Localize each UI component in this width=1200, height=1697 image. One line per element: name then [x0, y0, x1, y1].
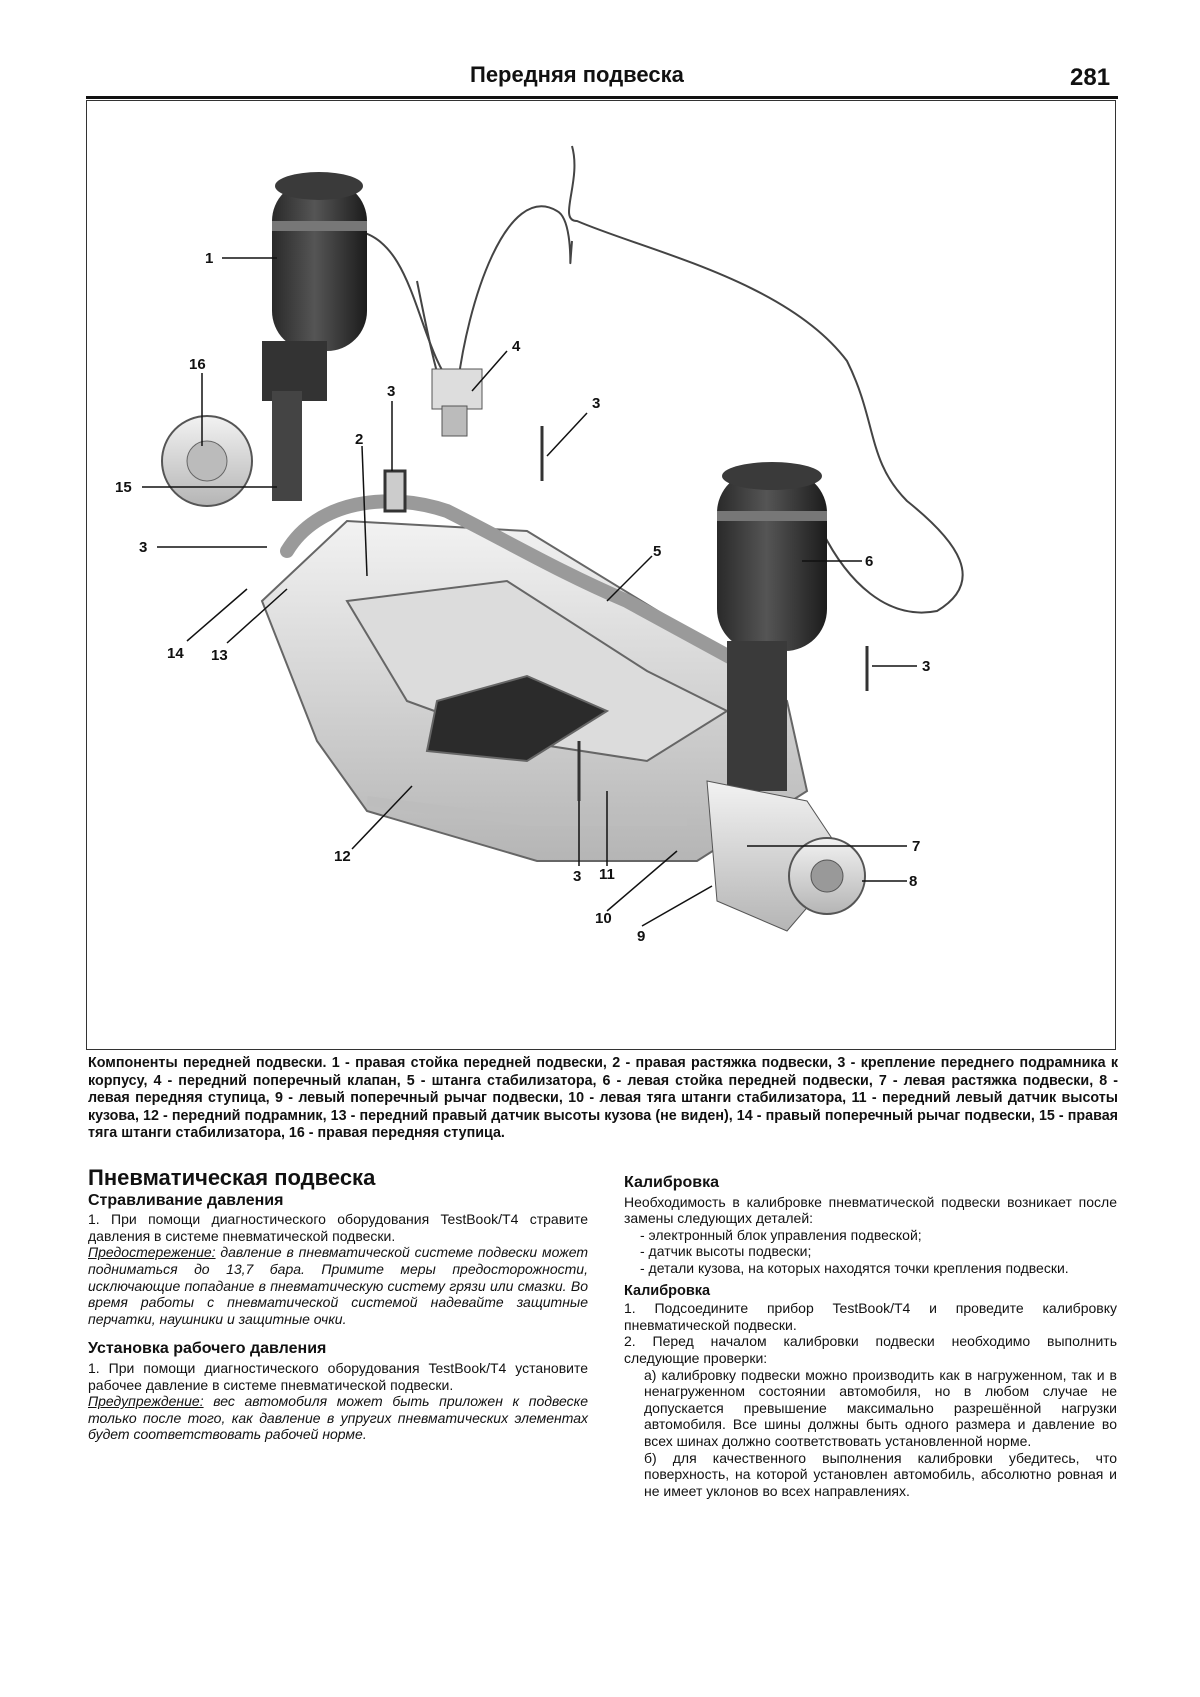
callout-2: 2 [355, 431, 364, 448]
calibration-title: Калибровка [624, 1174, 720, 1191]
paragraph: Необходимость в калибровке пневматической подвески возникает после замены следующих деталей: [624, 1193, 1117, 1227]
subsection-title-working-pressure: Установка рабочего давления [88, 1340, 327, 1358]
list-item: - датчик высоты подвески; [640, 1243, 812, 1260]
caution-label: Предостережение: [88, 1244, 216, 1261]
paragraph: а) калибровку подвески можно производить как в нагруженном, так и в ненагруженном состоянии автомобиля, но в любом случае не допускается превышение максимально разрешённой нагрузки автомобиля. Все шины должны быть одного размера и давление во всех шинах должно соответствовать установленной норме. [644, 1366, 1117, 1449]
page-header-title: Передняя подвеска [470, 62, 684, 87]
callout-6: 6 [865, 553, 874, 570]
list-item: - детали кузова, на которых находятся точки крепления подвески. [640, 1259, 1069, 1276]
callout-9: 9 [637, 928, 646, 945]
right-column [624, 1175, 1117, 1499]
paragraph: 1. При помощи диагностического оборудования TestBook/T4 стравите давления в системе пневматической подвески. [88, 1211, 588, 1244]
caution-block [88, 1244, 588, 1327]
callout-11: 11 [599, 866, 615, 883]
callout-3: 3 [922, 658, 931, 675]
callout-10: 10 [595, 910, 612, 927]
valve-block [432, 369, 482, 436]
callout-8: 8 [909, 873, 918, 890]
subsection-title-pressure-release: Стравливание давления [88, 1191, 284, 1209]
callout-13: 13 [211, 647, 228, 664]
warning-label: Предупреждение: [88, 1393, 204, 1410]
header-rule [86, 96, 1118, 99]
list-item: - электронный блок управления подвеской; [640, 1226, 922, 1243]
warning-text: вес автомобиля может быть приложен к подвеске только после того, как давление в упругих пневматических элементах будет соответствовать рабочей норме. [88, 1393, 588, 1443]
callout-15: 15 [115, 479, 132, 496]
paragraph: 1. Подсоедините прибор TestBook/T4 и проведите калибровку пневматической подвески. [624, 1300, 1117, 1333]
callout-3: 3 [592, 395, 601, 412]
callout-1: 1 [205, 250, 214, 267]
page-number: 281 [1070, 64, 1111, 91]
calibration-subtitle: Калибровка [624, 1282, 711, 1299]
left-column [88, 1165, 588, 1443]
paragraph: б) для качественного выполнения калибровки убедитесь, что поверхность, на которой установлен автомобиль, абсолютно ровная и не имеет уклонов во всех направлениях. [644, 1449, 1117, 1499]
callout-3: 3 [139, 539, 148, 556]
warning-block [88, 1393, 588, 1443]
callout-12: 12 [334, 848, 351, 865]
suspension-figure [86, 100, 1116, 1050]
callout-3: 3 [573, 868, 582, 885]
figure-caption: Компоненты передней подвески. 1 - правая стойка передней подвески, 2 - правая растяжка подвески, 3 - крепление переднего подрамника к корпусу, 4 - передний поперечный клапан, 5 - штанга стабилизатора, 6 - левая стойка передней подвески, 7 - левая растяжка подвески, 8 - левая передняя ступица, 9 - левый поперечный рычаг подвески, 10 - левая тяга штанги стабилизатора, 11 - передний левый датчик высоты кузова, 12 - передний подрамник, 13 - передний правый датчик высоты кузова (не виден), 14 - правый поперечный рычаг подвески, 15 - правая тяга штанги стабилизатора, 16 - правая передняя ступица. [88, 1055, 1118, 1141]
paragraph: 1. При помощи диагностического оборудования TestBook/T4 установите рабочее давление в системе пневматической подвески. [88, 1359, 588, 1393]
section-title: Пневматическая подвеска [88, 1165, 376, 1190]
callout-4: 4 [512, 338, 521, 355]
callout-3: 3 [387, 383, 396, 400]
caution-text: давление в пневматической системе подвески может подниматься до 13,7 бара. Примите меры предосторожности, исключающие попадание в пневматическую систему грязи или смазки. Во время работы с пневматической системой надевайте защитные перчатки, наушники и защитные очки. [88, 1244, 588, 1327]
paragraph: 2. Перед началом калибровки подвески необходимо выполнить следующие проверки: [624, 1333, 1117, 1366]
callout-7: 7 [912, 838, 921, 855]
callout-14: 14 [167, 645, 184, 662]
right-strut-assembly [162, 172, 367, 506]
suspension-illustration [87, 101, 1117, 1051]
callout-5: 5 [653, 543, 662, 560]
left-strut-assembly [707, 462, 865, 931]
callout-16: 16 [189, 356, 206, 373]
